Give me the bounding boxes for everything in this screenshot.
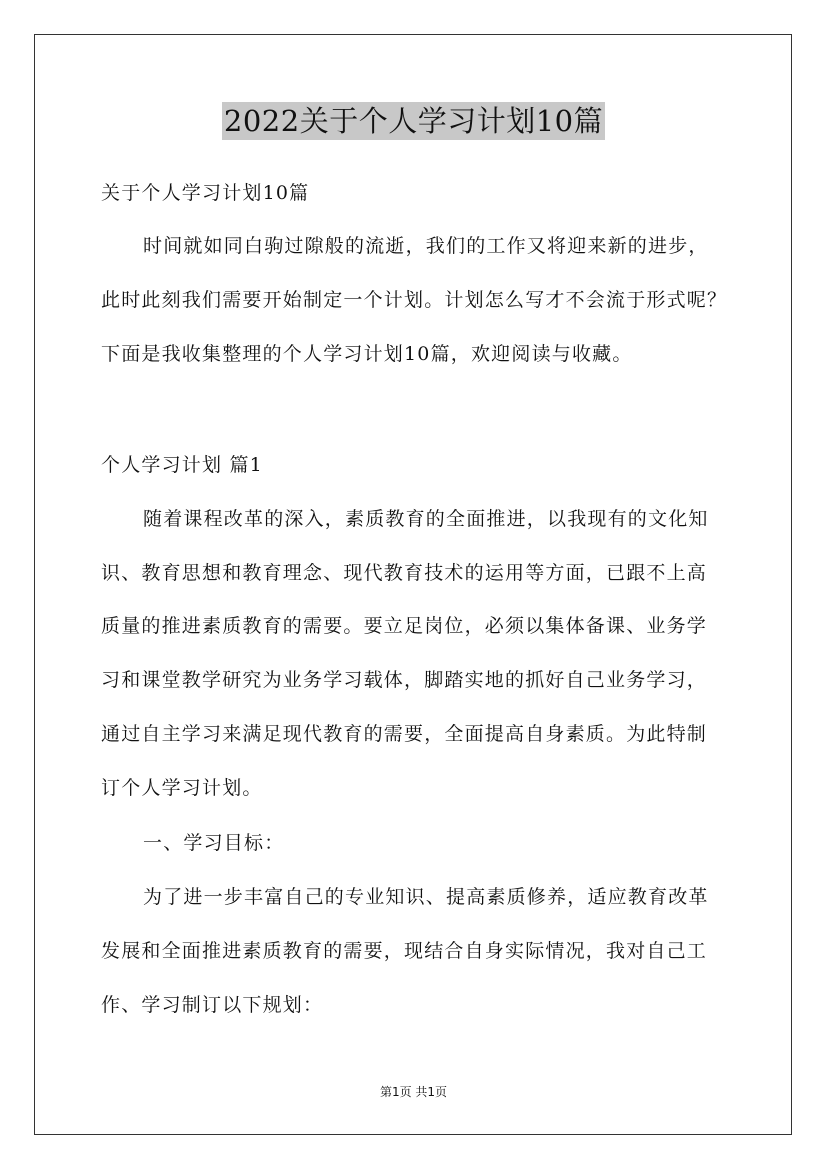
section-line: 订个人学习计划。 [101,777,263,799]
title-container [0,102,827,140]
section-line: 随着课程改革的深入，素质教育的全面推进，以我现有的文化知 [143,508,709,530]
goal-line: 发展和全面推进素质教育的需要，现结合自身实际情况，我对自己工 [101,940,708,962]
document-title: 2022关于个人学习计划10篇 [223,104,604,138]
goal-line: 作、学习制订以下规划： [101,994,324,1016]
section-line: 通过自主学习来满足现代教育的需要，全面提高自身素质。为此特制 [101,723,708,745]
section-line: 习和课堂教学研究为业务学习载体，脚踏实地的抓好自己业务学习， [101,669,708,691]
intro-line: 此时此刻我们需要开始制定一个计划。计划怎么写才不会流于形式呢？ [101,289,728,311]
goal-heading: 一、学习目标： [143,832,285,854]
page-footer: 第1页 共1页 [379,1085,448,1099]
section-line: 质量的推进素质教育的需要。要立足岗位，必须以集体备课、业务学 [101,615,708,637]
intro-line: 下面是我收集整理的个人学习计划10篇，欢迎阅读与收藏。 [101,343,633,365]
intro-line: 时间就如同白驹过隙般的流逝，我们的工作又将迎来新的进步， [143,235,709,257]
goal-line: 为了进一步丰富自己的专业知识、提高素质修养，适应教育改革 [143,886,709,908]
document-subtitle: 关于个人学习计划10篇 [101,182,310,204]
section-line: 识、教育思想和教育理念、现代教育技术的运用等方面，已跟不上高 [101,562,708,584]
section-heading: 个人学习计划 篇1 [101,454,263,476]
